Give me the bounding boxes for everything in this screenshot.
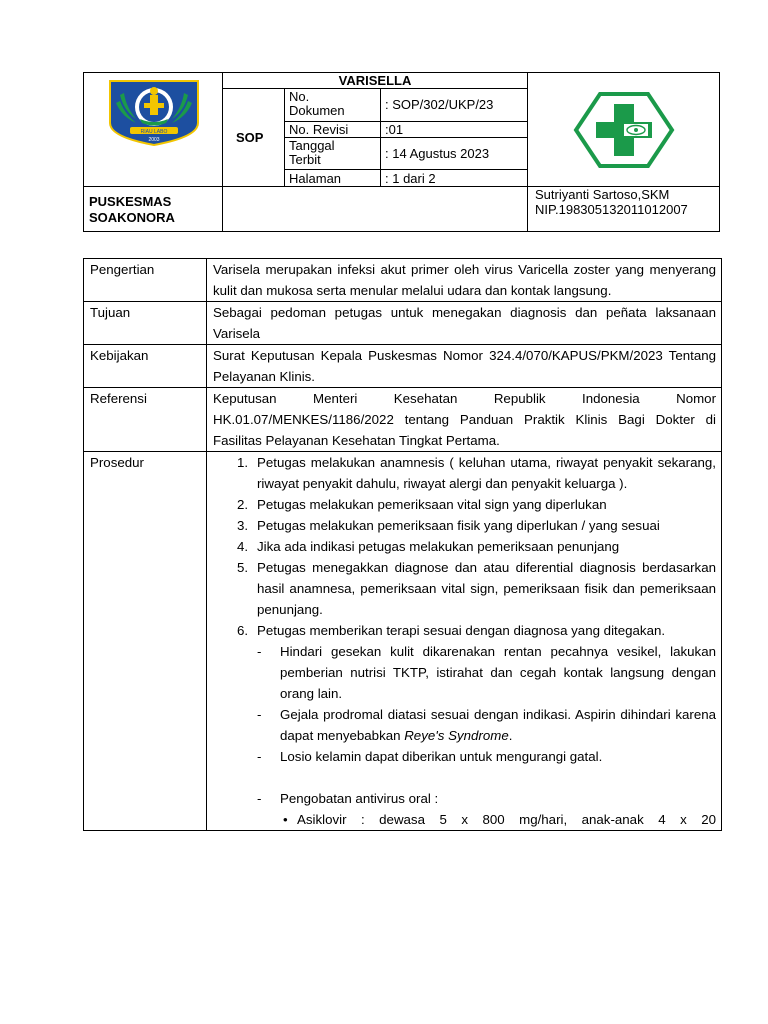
divider [284, 89, 285, 187]
label-kebijakan: Kebijakan [84, 345, 207, 388]
procedure-step: 4. Jika ada indikasi petugas melakukan pemeriksaan penunjang [237, 539, 620, 554]
meta-label-issue-date: Tanggal Terbit [289, 138, 335, 167]
procedure-steps [213, 452, 716, 641]
text-pengertian: Varisela merupakan infeksi akut primer oleh virus Varicella zoster yang menyerang kulit dan mukosa serta menular melalui udara dan kontak langsung. [207, 259, 722, 302]
divider [222, 73, 223, 232]
procedure-step: 5. Petugas menegakkan diagnose dan atau diferential diagnosis berdasarkan hasil anamnesa, pemeriksaan vital sign, pemeriksaan fisik dan pemeriksaan penunjang. [237, 560, 716, 617]
bullet-item: • Asiklovir : dewasa 5 x 800 mg/hari, anak-anak 4 x 20 [283, 812, 716, 827]
signer-name: Sutriyanti Sartoso,SKM [535, 187, 670, 202]
antiviral-bullets [213, 809, 716, 830]
puskesmas-logo [572, 90, 676, 170]
procedure-step: 3. Petugas melakukan pemeriksaan fisik yang diperlukan / yang sesuai [237, 518, 660, 533]
row-pengertian [84, 259, 722, 302]
divider [222, 88, 528, 89]
logo-year-text: 2003 [148, 137, 160, 143]
sub-item: - Losio kelamin dapat diberikan untuk mengurangi gatal. [257, 749, 603, 764]
label-referensi: Referensi [84, 388, 207, 452]
label-prosedur: Prosedur [84, 452, 207, 831]
row-prosedur [84, 452, 722, 831]
meta-value-doc-number: : SOP/302/UKP/23 [385, 97, 494, 112]
row-tujuan [84, 302, 722, 345]
divider [380, 89, 381, 187]
row-kebijakan [84, 345, 722, 388]
institution-name-line2: SOAKONORA [89, 210, 175, 225]
procedure-step: 2. Petugas melakukan pemeriksaan vital sign yang diperlukan [237, 497, 607, 512]
sop-label: SOP [236, 130, 264, 145]
district-logo [106, 77, 202, 147]
procedure-step: 1. Petugas melakukan anamnesis ( keluhan utama, riwayat penyakit sekarang, riwayat penyakit dahulu, riwayat alergi dan penyakit keluarga ). [237, 455, 716, 491]
meta-label-doc-number: No. Dokumen [289, 89, 345, 118]
sub-item: - Hindari gesekan kulit dikarenakan rentan pecahnya vesikel, lakukan pemberian nutrisi TKTP, istirahat dan cegah kontak langsung dengan orang lain. [257, 644, 716, 701]
therapy-sub-items [213, 641, 716, 809]
document-header-table [83, 72, 720, 232]
reyes-syndrome-term: Reye's Syndrome [404, 728, 509, 743]
row-referensi [84, 388, 722, 452]
institution-name-line1: PUSKESMAS [89, 194, 172, 209]
meta-value-page: : 1 dari 2 [385, 171, 436, 186]
divider [284, 169, 528, 170]
document-title: VARISELLA [338, 73, 412, 88]
sub-item: - Gejala prodromal diatasi sesuai dengan indikasi. Aspirin dihindari karena dapat menyebabkan Reye's Syndrome. [257, 707, 716, 743]
meta-label-revision: No. Revisi [289, 122, 349, 137]
logo-banner-text: RIAU LABO [140, 129, 168, 135]
meta-value-revision: :01 [385, 122, 404, 137]
meta-label-page: Halaman [289, 171, 342, 186]
procedure-step: 6. Petugas memberikan terapi sesuai dengan diagnosa yang ditegakan. [237, 623, 666, 638]
meta-value-issue-date: : 14 Agustus 2023 [385, 146, 490, 161]
divider [527, 73, 528, 232]
sop-content-table [83, 258, 722, 831]
label-tujuan: Tujuan [84, 302, 207, 345]
procedure-cell [207, 452, 722, 831]
label-pengertian: Pengertian [84, 259, 207, 302]
text-kebijakan: Surat Keputusan Kepala Puskesmas Nomor 324.4/070/KAPUS/PKM/2023 Tentang Pelayanan Klinis. [207, 345, 722, 388]
text-tujuan: Sebagai pedoman petugas untuk menegakan diagnosis dan peñata laksanaan Varisela [207, 302, 722, 345]
sub-item: - Pengobatan antivirus oral : [257, 791, 439, 806]
signer-nip: NIP.198305132011012007 [535, 202, 688, 217]
text-referensi: Keputusan Menteri Kesehatan Republik Indonesia Nomor HK.01.07/MENKES/1186/2022 tentang Panduan Praktik Klinis Bagi Dokter di Fasilitas Pelayanan Kesehatan Tingkat Pertama. [207, 388, 722, 452]
